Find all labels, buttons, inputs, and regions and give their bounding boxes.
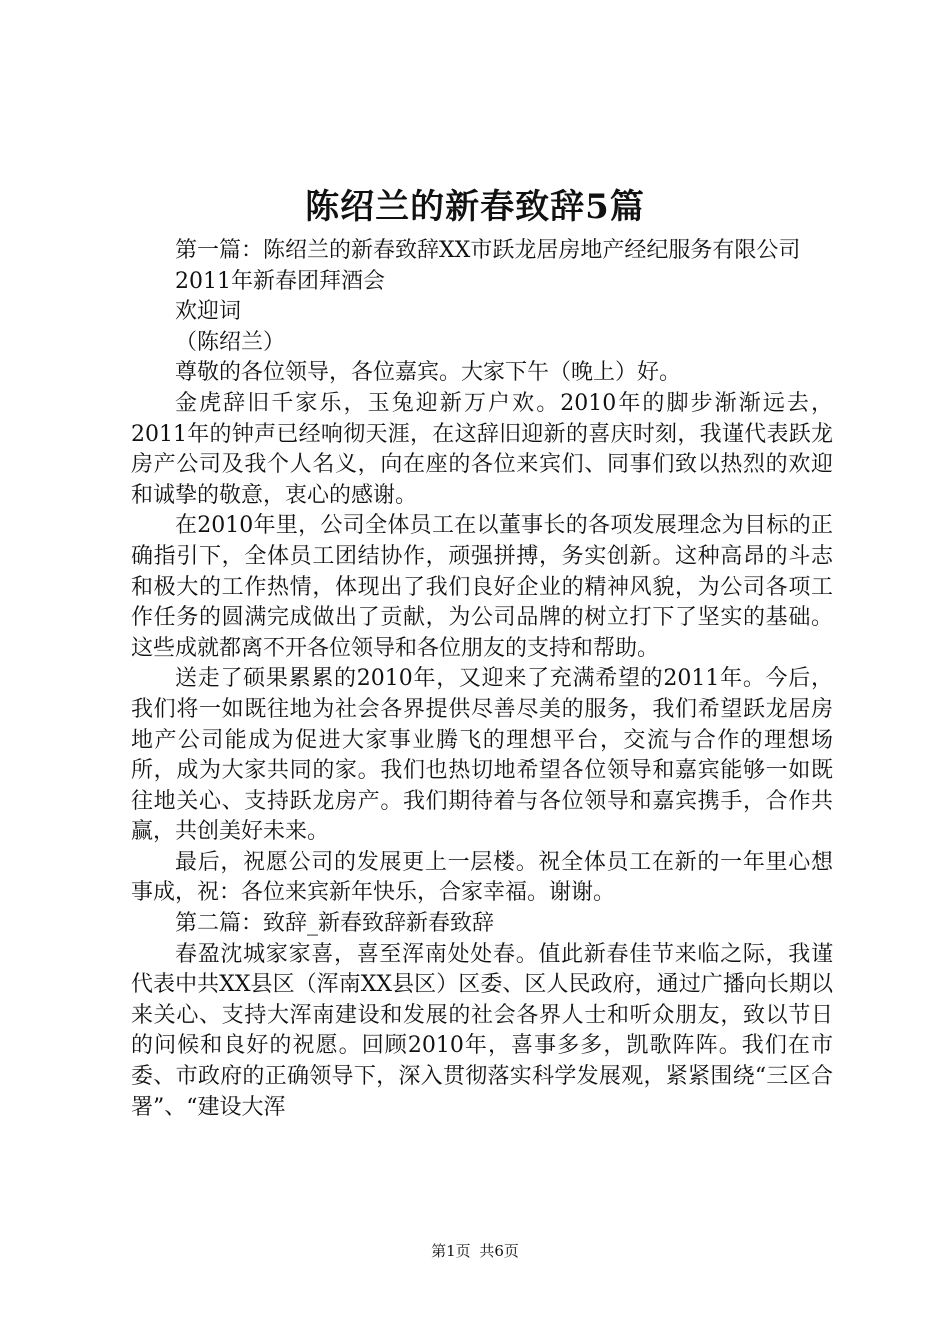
paragraph: 最后，祝愿公司的发展更上一层楼。祝全体员工在新的一年里心想事成，祝：各位来宾新年快乐，合家幸福。谢谢。: [131, 849, 833, 906]
paragraph: 尊敬的各位领导，各位嘉宾。大家下午（晚上）好。: [175, 360, 682, 386]
page-footer: [0, 1240, 950, 1262]
paragraph: （陈绍兰）: [175, 329, 286, 355]
page-number: 第1页: [431, 1242, 471, 1260]
document-body: [131, 236, 833, 1123]
paragraph: 金虎辞旧千家乐，玉兔迎新万户欢。2010年的脚步渐渐远去，2011年的钟声已经响彻天涯，在这辞旧迎新的喜庆时刻，我谨代表跃龙房产公司及我个人名义，向在座的各位来宾们、同事们致以热烈的欢迎和诚挚的敬意，衷心的感谢。: [131, 390, 833, 508]
paragraph: 在2010年里，公司全体员工在以董事长的各项发展理念为目标的正确指引下，全体员工团结协作，顽强拼搏，务实创新。这种高昂的斗志和极大的工作热情，体现出了我们良好企业的精神风貌，为公司各项工作任务的圆满完成做出了贡献，为公司品牌的树立打下了坚实的基础。这些成就都离不开各位领导和各位朋友的支持和帮助。: [131, 513, 833, 661]
paragraph: 春盈沈城家家喜，喜至浑南处处春。值此新春佳节来临之际，我谨代表中共XX县区（浑南XX县区）区委、区人民政府，通过广播向长期以来关心、支持大浑南建设和发展的社会各界人士和听众朋友，致以节日的问候和良好的祝愿。回顾2010年，喜事多多，凯歌阵阵。我们在市委、市政府的正确领导下，深入贯彻落实科学发展观，紧紧围绕“三区合署”、“建设大浑: [131, 941, 833, 1120]
paragraph: 2011年新春团拜酒会: [175, 268, 385, 294]
page-total: 共6页: [479, 1242, 519, 1260]
section-heading: 第二篇：致辞_新春致辞新春致辞: [175, 911, 495, 937]
paragraph: 欢迎词: [175, 299, 242, 325]
document-title: 陈绍兰的新春致辞5篇: [305, 187, 645, 227]
paragraph: 送走了硕果累累的2010年，又迎来了充满希望的2011年。今后，我们将一如既往地为社会各界提供尽善尽美的服务，我们希望跃龙居房地产公司能成为促进大家事业腾飞的理想平台，交流与合作的理想场所，成为大家共同的家。我们也热切地希望各位领导和嘉宾能够一如既往地关心、支持跃龙房产。我们期待着与各位领导和嘉宾携手，合作共赢，共创美好未来。: [131, 666, 833, 845]
section-heading: 第一篇：陈绍兰的新春致辞XX市跃龙居房地产经纪服务有限公司: [175, 238, 801, 263]
